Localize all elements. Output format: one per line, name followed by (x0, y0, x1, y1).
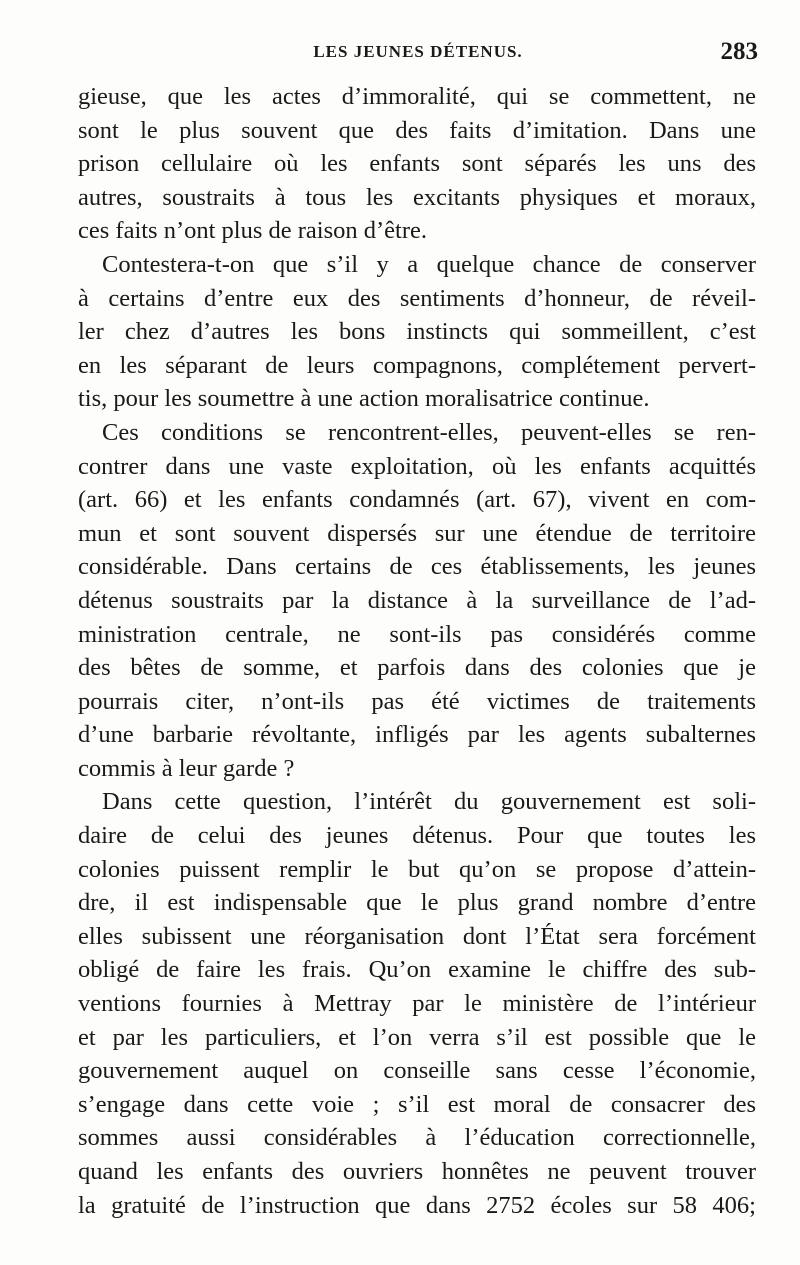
text-line: pourrais citer, n’ont-ils pas été victimes de traitements (78, 687, 756, 715)
text-line: elles subissent une réorganisation dont l’État sera forcément (78, 922, 756, 950)
text-line: détenus soustraits par la distance à la surveillance de l’ad- (78, 586, 756, 614)
text-line: autres, soustraits à tous les excitants physiques et moraux, (78, 183, 756, 211)
running-title: LES JEUNES DÉTENUS. (313, 42, 523, 61)
text-line: colonies puissent remplir le but qu’on se propose d’attein- (78, 855, 756, 883)
text-line: Ces conditions se rencontrent-elles, peuvent-elles se ren- (102, 418, 756, 446)
text-line: à certains d’entre eux des sentiments d’honneur, de réveil- (78, 284, 756, 312)
text-line: contrer dans une vaste exploitation, où les enfants acquittés (78, 452, 756, 480)
text-line: ministration centrale, ne sont-ils pas considérés comme (78, 620, 756, 648)
text-line: quand les enfants des ouvriers honnêtes ne peuvent trouver (78, 1158, 756, 1185)
text-line: considérable. Dans certains de ces établissements, les jeunes (78, 553, 756, 581)
paragraph (78, 785, 756, 1222)
text-line: Contestera-t-on que s’il y a quelque chance de conserver (102, 250, 756, 278)
text-line: s’engage dans cette voie ; s’il est moral de consacrer des (78, 1090, 756, 1118)
text-line: (art. 66) et les enfants condamnés (art. 67), vivent en com- (78, 486, 756, 514)
text-line: mun et sont souvent dispersés sur une étendue de territoire (78, 519, 756, 547)
paragraph (78, 248, 756, 416)
body-text (78, 80, 756, 1222)
text-line: ventions fournies à Mettray par le ministère de l’intérieur (78, 990, 756, 1018)
text-line: tis, pour les soumettre à une action moralisatrice continue. (78, 385, 650, 413)
text-line: obligé de faire les frais. Qu’on examine le chiffre des sub- (78, 956, 756, 984)
text-line: des bêtes de somme, et parfois dans des colonies que je (78, 654, 756, 682)
paragraph (78, 80, 756, 248)
text-line: ces faits n’ont plus de raison d’être. (78, 217, 428, 245)
page-number: 283 (720, 38, 758, 65)
text-line: ler chez d’autres les bons instincts qui sommeillent, c’est (78, 318, 756, 346)
text-line: prison cellulaire où les enfants sont séparés les uns des (78, 150, 756, 178)
text-line: d’une barbarie révoltante, infligés par les agents subalternes (78, 721, 756, 749)
paragraph (78, 416, 756, 786)
text-line: gouvernement auquel on conseille sans cesse l’économie, (78, 1057, 756, 1085)
text-line: commis à leur garde ? (78, 754, 295, 782)
text-line: la gratuité de l’instruction que dans 2752 écoles sur 58 406; (78, 1191, 756, 1219)
text-line: gieuse, que les actes d’immoralité, qui se commettent, ne (78, 83, 756, 110)
text-line: Dans cette question, l’intérêt du gouvernement est soli- (102, 788, 756, 816)
text-line: sommes aussi considérables à l’éducation correctionnelle, (78, 1124, 756, 1152)
text-line: sont le plus souvent que des faits d’imitation. Dans une (78, 116, 756, 144)
text-line: en les séparant de leurs compagnons, complétement pervert- (78, 351, 756, 379)
text-line: dre, il est indispensable que le plus grand nombre d’entre (78, 889, 756, 917)
text-line: daire de celui des jeunes détenus. Pour que toutes les (78, 822, 756, 850)
text-line: et par les particuliers, et l’on verra s’il est possible que le (78, 1023, 756, 1051)
running-head (78, 38, 758, 68)
